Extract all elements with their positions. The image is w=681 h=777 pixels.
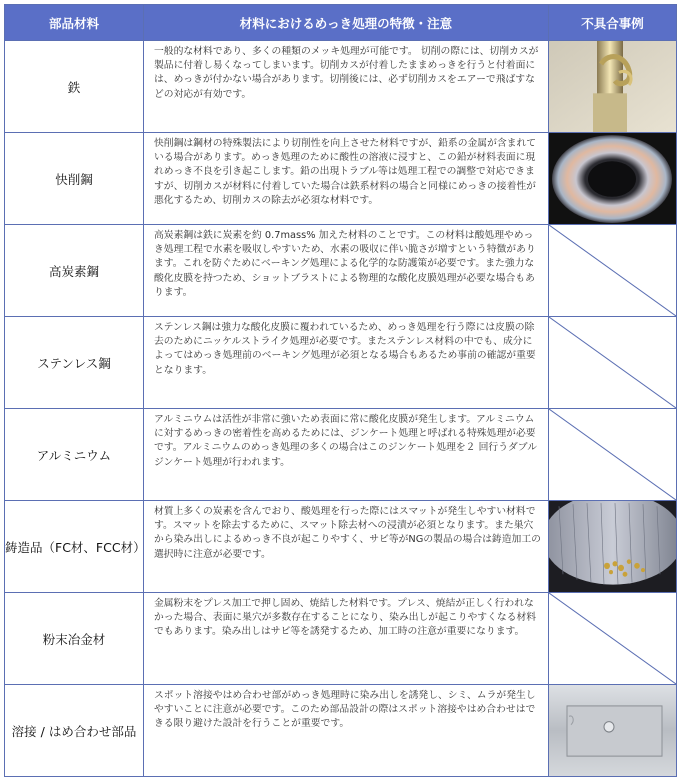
ring-defect-photo xyxy=(549,133,676,224)
material-description: アルミニウムは活性が非常に強いため表面に常に酸化皮膜が発生します。アルミニウムに対するめっきの密着性を高めるためには、ジンケート処理と呼ばれる特殊処理が必要です。アルミニウムのめっき処理の多くの場合はこのジンケート処理を２ 回行うダブルジンケート処理が行われます。 xyxy=(144,409,549,501)
casting-rust-photo xyxy=(549,501,676,592)
material-name: アルミニウム xyxy=(5,409,144,501)
material-name: ステンレス鋼 xyxy=(5,317,144,409)
table-row xyxy=(5,685,677,777)
defect-photo-iron xyxy=(549,41,677,133)
table-row xyxy=(5,41,677,133)
material-description: 高炭素鋼は鉄に炭素を約 0.7mass% 加えた材料のことです。この材料は酸処理やめっき処理工程で水素を吸収しやすいため、水素の吸収に伴い脆さが増すという特徴があります。これを防ぐためにベーキング処理による化学的な防護策が必要です。また強力な酸化皮膜を持つため、ショットブラストによる物理的な酸化皮膜処理が必要な場合もあります。 xyxy=(144,225,549,317)
material-description: スポット溶接やはめ合わせ部がめっき処理時に染み出しを誘発し、シミ、ムラが発生しやすいことに注意が必要です。このため部品設計の際はスポット溶接やはめ合わせはできる限り避けた設計を行うことが重要です。 xyxy=(144,685,549,777)
table-row xyxy=(5,501,677,593)
no-example-slash xyxy=(549,225,676,316)
header-defects: 不具合事例 xyxy=(549,5,677,41)
no-example-slash xyxy=(549,409,676,500)
defect-photo-free-cutting xyxy=(549,133,677,225)
table-row xyxy=(5,133,677,225)
material-name: 高炭素鋼 xyxy=(5,225,144,317)
material-name: 溶接 / はめ合わせ部品 xyxy=(5,685,144,777)
no-example-slash xyxy=(549,317,676,408)
defect-none xyxy=(549,317,677,409)
material-name: 鋳造品（FC材、FCC材） xyxy=(5,501,144,593)
material-name: 鉄 xyxy=(5,41,144,133)
weld-spot-photo xyxy=(549,685,676,776)
defect-photo-weld xyxy=(549,685,677,777)
no-example-slash xyxy=(549,593,676,684)
header-row xyxy=(5,5,677,41)
material-name: 快削鋼 xyxy=(5,133,144,225)
header-features: 材料におけるめっき処理の特徴・注意 xyxy=(144,5,549,41)
material-description: ステンレス鋼は強力な酸化皮膜に覆われているため、めっき処理を行う際には皮膜の除去のためにニッケルストライク処理が必要です。またステンレス材料の中でも、成分によってはめっき処理前のベーキング処理が必須となる場合もあるため事前の確認が重要となります。 xyxy=(144,317,549,409)
table-row xyxy=(5,409,677,501)
table-row xyxy=(5,593,677,685)
materials-table xyxy=(4,4,677,777)
material-name: 粉末冶金材 xyxy=(5,593,144,685)
material-description: 材質上多くの炭素を含んでおり、酸処理を行った際にはスマットが発生しやすい材料です。スマットを除去するために、スマット除去材への浸漬が必須となります。また巣穴から染み出しによるめっき不良が起こりやすく、サビ等がNGの製品の場合は鋳造加工の選択時に注意が必要です。 xyxy=(144,501,549,593)
table-row xyxy=(5,225,677,317)
header-material: 部品材料 xyxy=(5,5,144,41)
defect-photo-casting xyxy=(549,501,677,593)
material-description: 金属粉末をプレス加工で押し固め、焼結した材料です。プレス、焼結が正しく行われなかった場合、表面に巣穴が多数存在することになり、染み出しが起こりやすくなる材料でもあります。染み出しはサビ等を誘発するため、加工時の注意が重要になります。 xyxy=(144,593,549,685)
defect-none xyxy=(549,225,677,317)
defect-none xyxy=(549,593,677,685)
defect-none xyxy=(549,409,677,501)
material-description: 快削鋼は鋼材の特殊製法により切削性を向上させた材料ですが、鉛系の金属が含まれている場合があります。めっき処理のために酸性の溶液に浸すと、この鉛が材料表面に現れめっき不良を引き起こします。鉛の出現トラブル等は処理工程での調整で対応できますが、切削カスが材料に付着していた場合は鉄系材料の場合と同様にめっきの接着性が悪化するため、切削カスの除去が必須な材料です。 xyxy=(144,133,549,225)
table-row xyxy=(5,317,677,409)
iron-chip-photo xyxy=(549,41,676,132)
material-description: 一般的な材料であり、多くの種類のメッキ処理が可能です。 切削の際には、切削カスが製品に付着し易くなってしまいます。切削カスが付着したままめっきを行うと付着面には、めっきが付かない場合があります。切削後には、必ず切削カスをエアーで飛ばすなどの対応が有効です。 xyxy=(144,41,549,133)
